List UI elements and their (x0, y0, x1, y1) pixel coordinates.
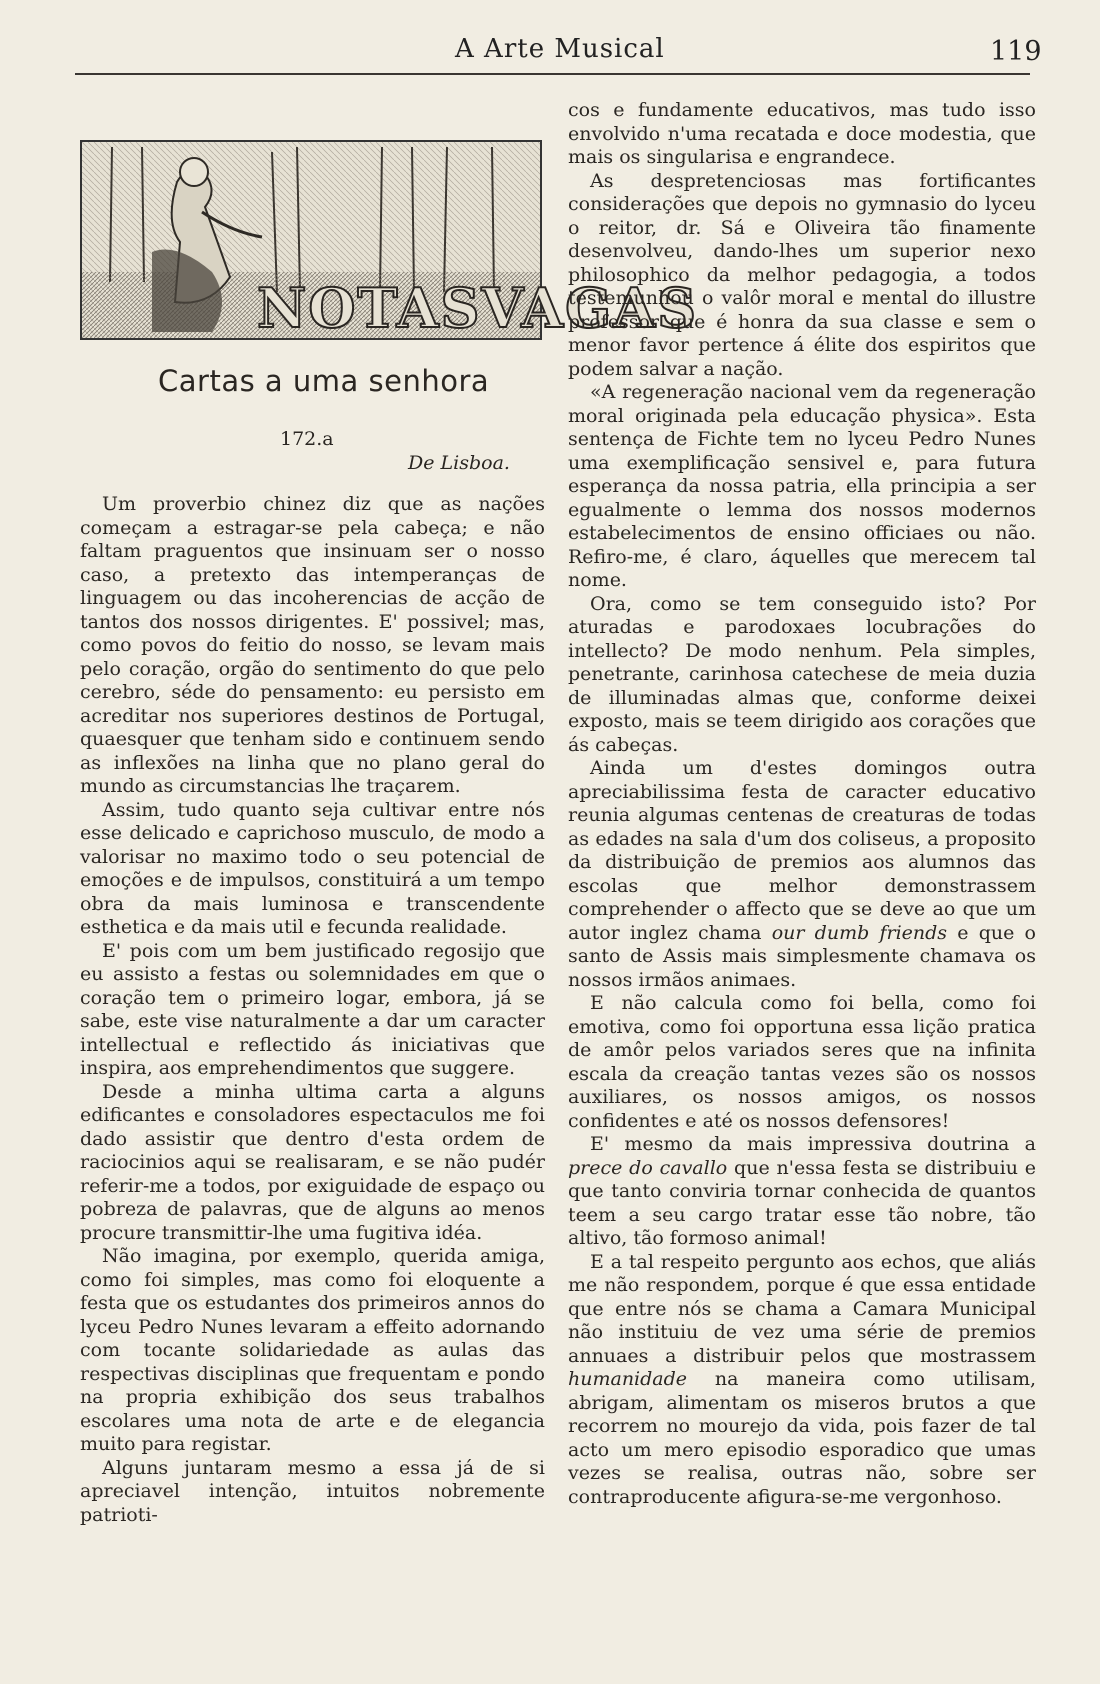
paragraph: Assim, tudo quanto seja cultivar entre nós esse delicado e caprichoso musculo, de modo a valorisar no maximo todo o seu potencial de emoções e de impulsos, constituirá a um tempo obra da mais luminosa e transcendente esthetica e da mais util e fecunda realidade. (80, 798, 545, 938)
illustration-icon (82, 142, 699, 340)
right-column (568, 99, 1036, 1509)
text-run: na maneira como utilisam, abrigam, alimentam os miseros brutos a que recorrem no mourejo da vida, pois fazer de tal acto um mero episodio esporadico que umas vezes se realisa, outras não, sobre ser contraproducente afigura-se-me vergonhoso. (568, 1368, 1036, 1508)
paragraph: Não imagina, por exemplo, querida amiga, como foi simples, mas como foi eloquente a festa que os estudantes dos primeiros annos do lyceu Pedro Nunes levaram a effeito adornando com tocante solidariedade as aulas das respectivas disciplinas que frequentam e pondo na propria exhibição dos seus trabalhos escolares uma nota de arte e de elegancia muito para registar. (80, 1245, 545, 1455)
italic-phrase: humanidade (568, 1368, 688, 1390)
text-run: E a tal respeito pergunto aos echos, que aliás me não respondem, porque é que essa entidade que entre nós se chama a Camara Municipal não instituiu de vez uma série de premios annuaes a distribuir pelos que mostrassem (568, 1250, 1036, 1367)
paragraph: cos e fundamente educativos, mas tudo isso envolvido n'uma recatada e doce modestia, que mais os singularisa e engrandece. (568, 99, 1036, 168)
paragraph: «A regeneração nacional vem da regeneração moral originada pela educação physica». Esta sentença de Fichte tem no lyceu Pedro Nunes uma exemplificação sensivel e, para futura esperança da nossa patria, ella principia a ser egualmente o lemma dos nossos modernos estabelecimentos de ensino officiaes ou não. Refiro-me, é claro, áquelles que merecem tal nome. (568, 381, 1036, 591)
paragraph (568, 1251, 1036, 1510)
dateline-place: De Lisboa. (408, 452, 510, 474)
left-column (80, 493, 545, 1527)
text-run: E' mesmo da mais impressiva doutrina a (590, 1133, 1036, 1155)
letter-number: 172.a (280, 428, 334, 450)
italic-phrase: our dumb friends (771, 921, 948, 944)
paragraph: Um proverbio chinez diz que as nações começam a estragar-se pela cabeça; e não faltam praguentos que insinuam ser o nosso caso, a pretexto das intemperanças de linguagem ou das incoherencias de acção de tantos dos nossos dirigentes. E' possivel; mas, como povos do feitio do nosso, se levam mais pelo coração, orgão do sentimento do que pelo cerebro, séde do pensamento: eu persisto em acreditar nos superiores destinos de Portugal, quaesquer que tenham sido e continuem sendo as inflexões na linha que no plano geral do mundo as circumstancias lhe traçarem. (80, 493, 545, 797)
running-header (0, 28, 1100, 78)
article-title: Cartas a uma senhora (158, 364, 490, 398)
svg-text:NOTASVAGAS: NOTASVAGAS (257, 276, 699, 340)
header-rule (75, 73, 1030, 75)
italic-phrase: prece do cavallo (568, 1156, 728, 1179)
paragraph: E' pois com um bem justificado regosijo que eu assisto a festas ou solemnidades em que o coração tem o primeiro logar, embora, já se sabe, este vise naturalmente a dar um caracter intellectual e reflectido ás iniciativas que inspira, aos emprehendimentos que suggere. (80, 939, 545, 1079)
paragraph (568, 757, 1036, 992)
paragraph (568, 1133, 1036, 1251)
journal-title: A Arte Musical (455, 34, 665, 64)
text-run: Ainda um d'estes domingos outra apreciabilissima festa de caracter educativo reunia algumas centenas de creaturas de todas as edades na sala d'um dos coliseus, a proposito da distribuição de premios aos alumnos das escolas que melhor demonstrassem comprehender o affecto que se deve ao que um autor inglez chama (568, 757, 1036, 944)
page-number: 119 (990, 36, 1042, 67)
paragraph: Desde a minha ultima carta a alguns edificantes e consoladores espectaculos me foi dado assistir que dentro d'esta ordem de raciocinios aqui se realisaram, e se não pudér referir-me a todos, por exiguidade de espaço ou pobreza de palavras, que de alguns ao menos procure transmittir-lhe uma fugitiva idéa. (80, 1080, 545, 1244)
paragraph: As despretenciosas mas fortificantes considerações que depois no gymnasio do lyceu o reitor, dr. Sá e Oliveira tão finamente desenvolveu, dando-lhes um superior nexo philosophico da melhor pedagogia, a todos testemunhou o valôr moral e mental do illustre professor que é honra da sua classe e sem o menor favor pertence á élite dos espiritos que podem salvar a nação. (568, 169, 1036, 380)
paragraph: Alguns juntaram mesmo a essa já de si apreciavel intenção, intuitos nobremente patrioti- (80, 1456, 545, 1526)
text-run: que n'essa festa se distribuiu e que tanto conviria tornar conhecida de quantos teem a seu cargo tratar esse tão nobre, tão altivo, tão formoso animal! (568, 1156, 1037, 1249)
paragraph: Ora, como se tem conseguido isto? Por aturadas e parodoxaes locubrações do intellecto? De modo nenhum. Pela simples, penetrante, carinhosa catechese de meia duzia de illuminadas almas que, conforme deixei exposto, mais se teem dirigido aos corações que ás cabeças. (568, 592, 1036, 756)
paragraph: E não calcula como foi bella, como foi emotiva, como foi opportuna essa lição pratica de amôr pelos variados seres que na infinita escala da creação tantas vezes são os nossos auxiliares, os nossos amigos, os nossos confidentes e até os nossos defensores! (568, 992, 1036, 1132)
notas-vagas-vignette (80, 140, 699, 340)
text-run: e que o santo de Assis mais simplesmente chamava os nossos irmãos animaes. (568, 921, 1036, 991)
